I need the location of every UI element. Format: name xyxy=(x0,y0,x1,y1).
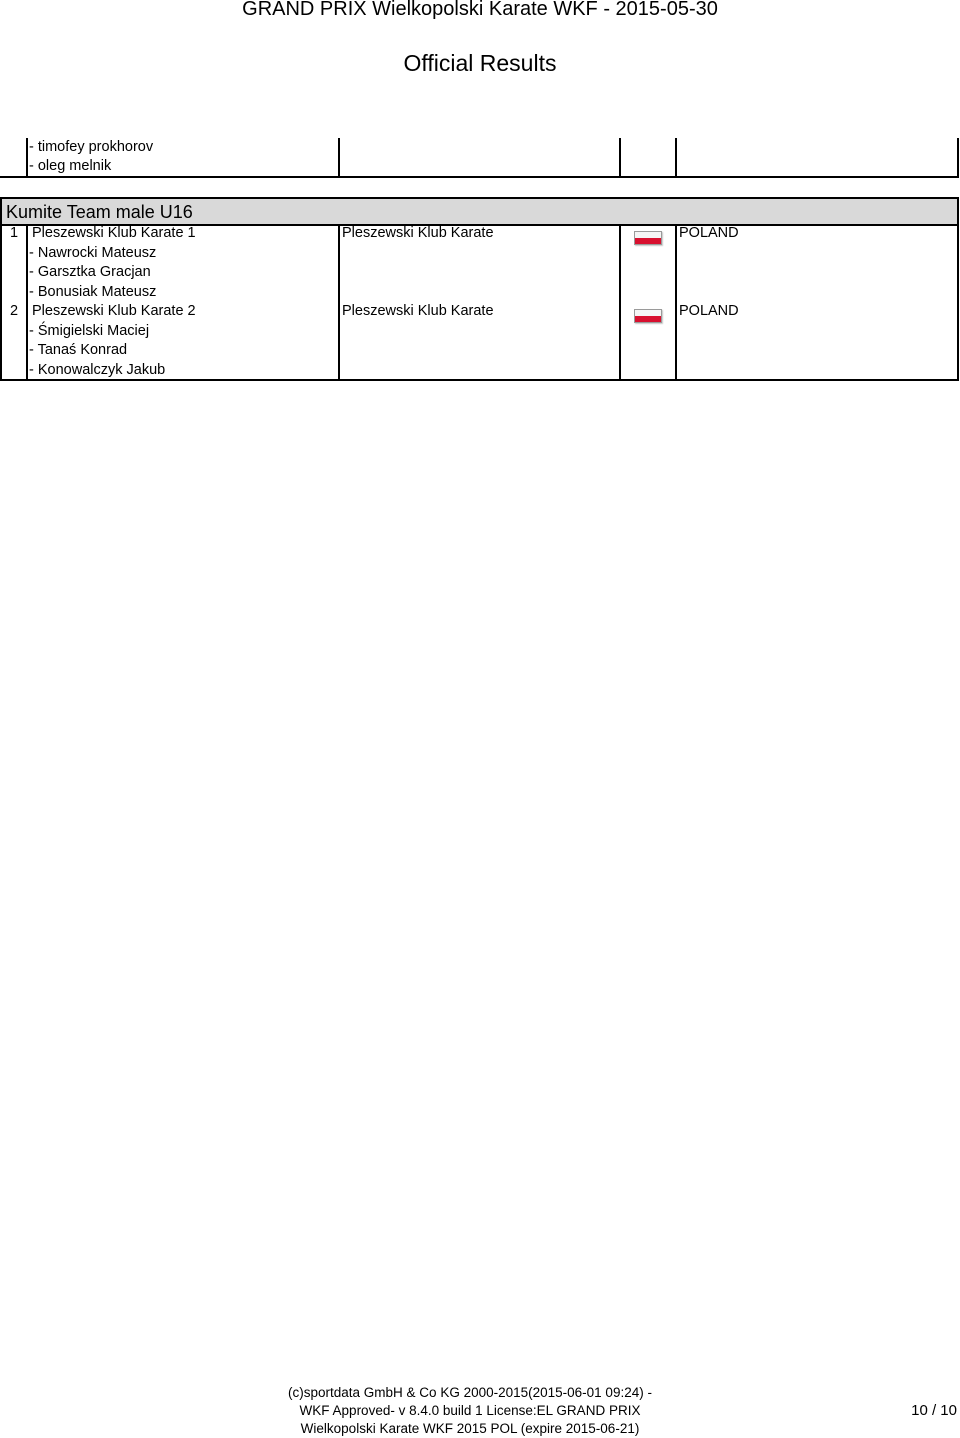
column-divider xyxy=(675,224,677,381)
poland-flag-icon xyxy=(634,231,662,245)
previous-table-continuation xyxy=(0,138,959,178)
column-divider xyxy=(26,224,28,381)
footer-line: WKF Approved- v 8.4.0 build 1 License:EL GRAND PRIX xyxy=(299,1403,641,1418)
column-divider xyxy=(26,138,28,178)
footer-line: (c)sportdata GmbH & Co KG 2000-2015(2015-06-01 09:24) - xyxy=(288,1385,652,1400)
placement: 1 xyxy=(10,225,19,241)
column-divider xyxy=(619,138,621,178)
table-left-border xyxy=(0,224,2,381)
country-name: POLAND xyxy=(679,303,739,319)
team-member-name: - timofey prokhorov xyxy=(29,139,154,155)
placement: 2 xyxy=(10,303,19,319)
team-member-name: - Bonusiak Mateusz xyxy=(29,283,157,300)
club-name: Pleszewski Klub Karate xyxy=(342,303,494,319)
team-name: Pleszewski Klub Karate 1 xyxy=(32,225,196,241)
country-name: POLAND xyxy=(679,225,739,241)
table-right-border xyxy=(957,224,959,381)
column-divider xyxy=(338,138,340,178)
results-table xyxy=(0,224,959,381)
footer-copyright xyxy=(260,1384,680,1438)
category-title: Kumite Team male U16 xyxy=(6,202,193,222)
table-bottom-border xyxy=(0,176,959,178)
team-member-name: - Śmigielski Maciej xyxy=(29,322,150,339)
column-divider xyxy=(675,138,677,178)
team-member-name: - Konowalczyk Jakub xyxy=(29,361,166,378)
team-member-name: - Tanaś Konrad xyxy=(29,342,128,358)
team-member-name: - Garsztka Gracjan xyxy=(29,264,151,280)
column-divider xyxy=(338,224,340,381)
page-subtitle: Official Results xyxy=(403,50,557,76)
event-title: GRAND PRIX Wielkopolski Karate WKF - 2015-05-30 xyxy=(242,0,718,20)
team-member-name: - oleg melnik xyxy=(29,158,112,174)
footer-line: Wielkopolski Karate WKF 2015 POL (expire 2015-06-21) xyxy=(300,1421,640,1436)
team-name: Pleszewski Klub Karate 2 xyxy=(32,303,196,319)
club-name: Pleszewski Klub Karate xyxy=(342,225,494,241)
team-member-name: - Nawrocki Mateusz xyxy=(29,244,157,261)
column-divider xyxy=(957,138,959,178)
category-header xyxy=(0,197,959,226)
poland-flag-icon xyxy=(634,309,662,323)
column-divider xyxy=(619,224,621,381)
page-number: 10 / 10 xyxy=(911,1402,957,1419)
